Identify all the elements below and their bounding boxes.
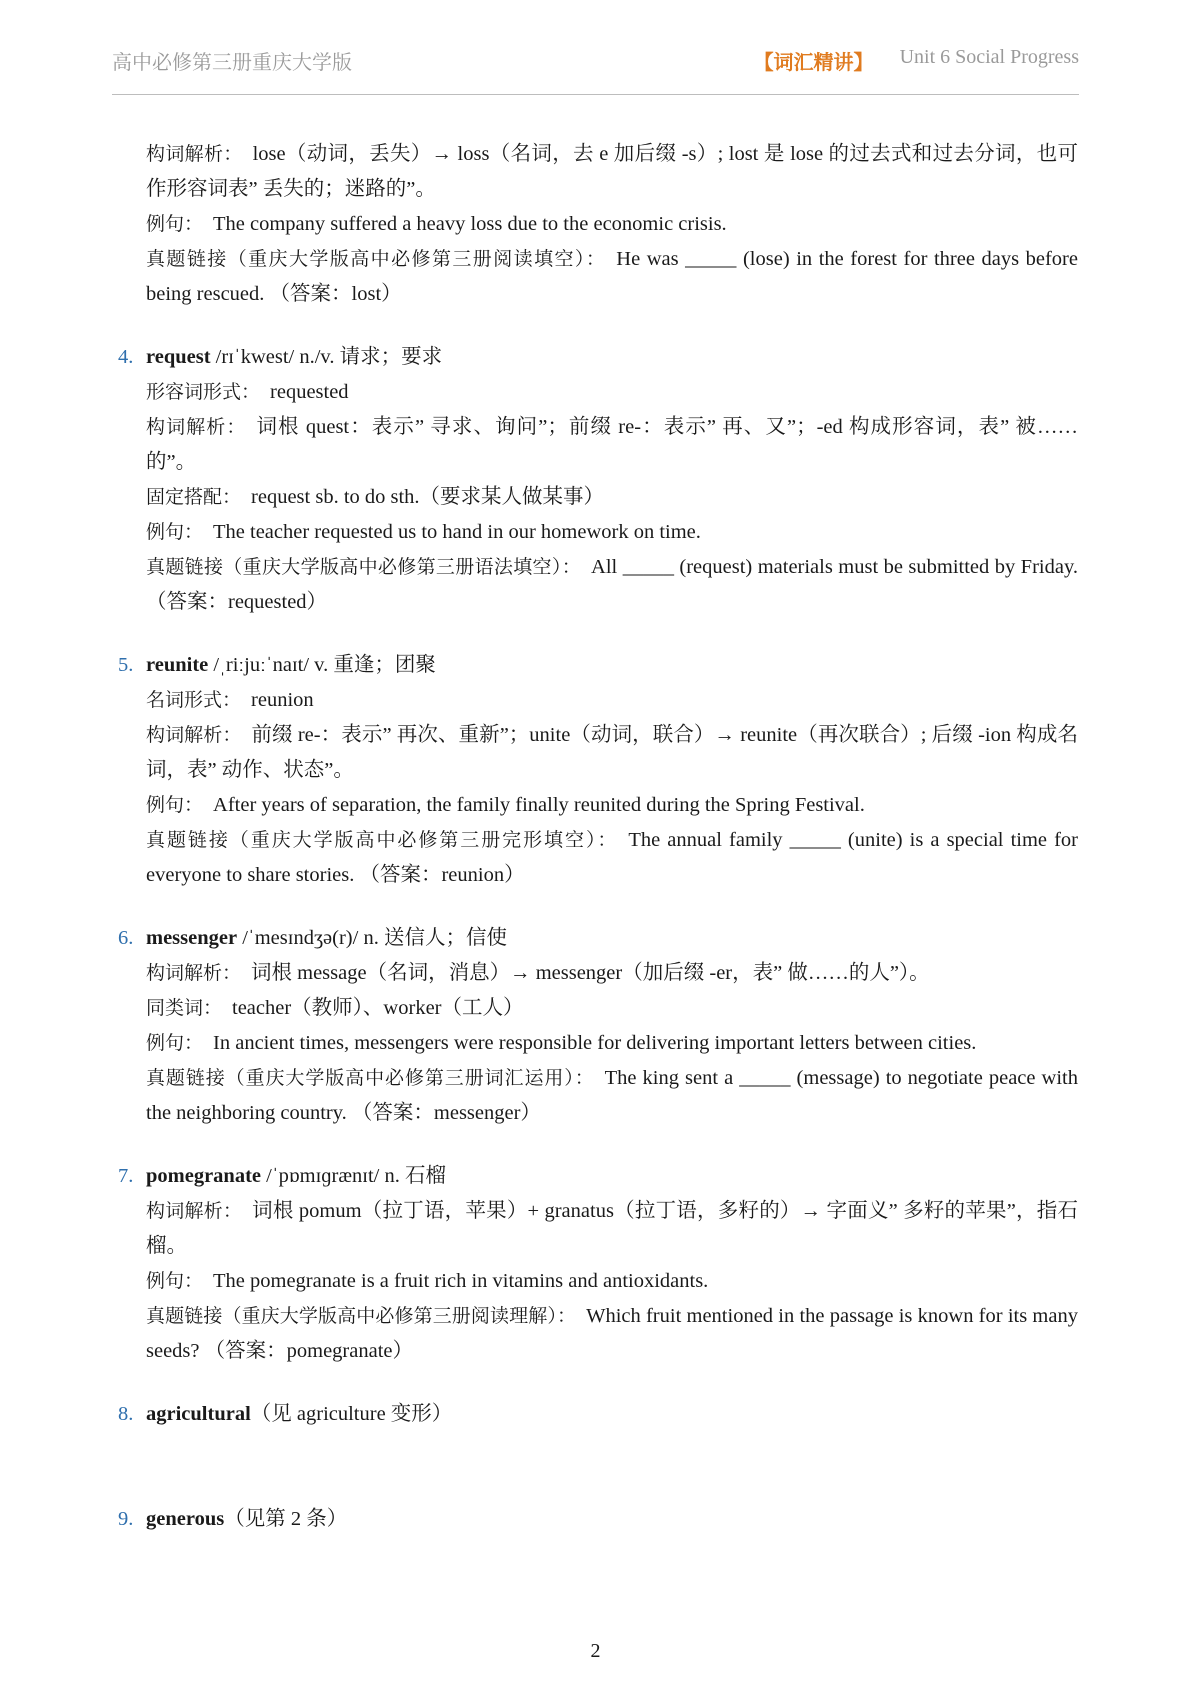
detail-text: The teacher requested us to hand in our homework on time.: [213, 521, 701, 543]
detail-text: The pomegranate is a fruit rich in vitamins and antioxidants.: [213, 1270, 709, 1292]
entry-note: （见第 2 条）: [224, 1508, 348, 1530]
entry-detail-line: [146, 480, 1078, 515]
entry-number: 7.: [118, 1165, 134, 1187]
example-label: 例句：: [146, 213, 204, 235]
entry-word: generous: [146, 1508, 225, 1530]
vocab-entry: [118, 648, 1078, 893]
detail-text: reunion: [251, 689, 314, 711]
detail-label: 例句：: [146, 521, 204, 543]
detail-label: 形容词形式：: [146, 381, 261, 403]
entry-detail-line: [146, 1264, 1078, 1299]
example-text: The company suffered a heavy loss due to the economic crisis.: [213, 213, 727, 235]
entry-head: [118, 1397, 1078, 1432]
detail-label: 构词解析：: [146, 1200, 243, 1222]
entry-detail-line: [146, 410, 1078, 480]
detail-label: 真题链接（重庆大学版高中必修第三册阅读理解）：: [146, 1305, 577, 1327]
detail-text: 词根 pomum（拉丁语，苹果）+ granatus（拉丁语，多籽的）→ 字面义” 多籽的苹果”，指石榴。: [146, 1200, 1078, 1257]
detail-label: 真题链接（重庆大学版高中必修第三册完形填空）：: [146, 829, 619, 851]
detail-label: 同类词：: [146, 997, 223, 1019]
entry-detail-line: [146, 1299, 1078, 1369]
detail-label: 例句：: [146, 1032, 204, 1054]
detail-text: The king sent a _____ (message) to negotiate peace with the neighboring country. （答案：messenger）: [146, 1067, 1078, 1124]
entry-definition: /ˌriːjuːˈnaɪt/ v. 重逢；团聚: [208, 654, 436, 676]
entry-detail-line: [146, 1026, 1078, 1061]
vocab-entry: [118, 340, 1078, 620]
entry-head: [118, 921, 1078, 956]
vocab-entry: [118, 921, 1078, 1131]
vocabulary-entries: [118, 340, 1078, 1369]
detail-text: After years of separation, the family finally reunited during the Spring Festival.: [213, 794, 865, 816]
analysis-text: lose（动词，丢失）→ loss（名词，去 e 加后缀 -s）; lost 是 lose 的过去式和过去分词，也可作形容词表” 丢失的；迷路的”。: [146, 143, 1078, 200]
detail-text: 前缀 re-：表示” 再次、重新”；unite（动词，联合）→ reunite（再次联合）; 后缀 -ion 构成名词，表” 动作、状态”。: [146, 724, 1078, 781]
entry-number: 5.: [118, 654, 134, 676]
entry-number: 4.: [118, 346, 134, 368]
entry-head: [118, 1502, 1078, 1537]
entry-detail-line: [146, 788, 1078, 823]
entry-8: [118, 1397, 1078, 1432]
detail-text: request sb. to do sth.（要求某人做某事）: [251, 486, 605, 508]
exam-text: He was _____ (lose) in the forest for three days before being rescued. （答案：lost）: [146, 248, 1078, 305]
entry-definition: /ˈpɒmɪɡrænɪt/ n. 石榴: [261, 1165, 446, 1187]
entry-detail-line: [146, 683, 1078, 718]
detail-text: 词根 quest：表示” 寻求、询问”；前缀 re-：表示” 再、又”；-ed 构成形容词，表” 被……的”。: [146, 416, 1078, 473]
entry-detail-line: [146, 718, 1078, 788]
book-title: 高中必修第三册重庆大学版: [112, 52, 352, 74]
entry-9: [118, 1502, 1078, 1537]
entry-number: 9.: [118, 1508, 134, 1530]
entry-head: [118, 340, 1078, 375]
page-number: 2: [590, 1640, 601, 1662]
analysis-line: [146, 137, 1078, 207]
entry-detail-line: [146, 1061, 1078, 1131]
entry-detail-line: [146, 375, 1078, 410]
unit-title: Unit 6 Social Progress: [899, 46, 1079, 68]
detail-label: 例句：: [146, 794, 204, 816]
detail-label: 构词解析：: [146, 962, 242, 984]
analysis-label: 构词解析：: [146, 143, 243, 165]
section-tag: 【词汇精讲】: [753, 52, 874, 74]
detail-label: 构词解析：: [146, 416, 247, 438]
detail-text: Which fruit mentioned in the passage is known for its many seeds? （答案：pomegranate）: [146, 1305, 1078, 1362]
detail-label: 例句：: [146, 1270, 204, 1292]
example-line: [146, 207, 1078, 242]
detail-label: 真题链接（重庆大学版高中必修第三册词汇运用）：: [146, 1067, 595, 1089]
entry-definition: /rɪˈkwest/ n./v. 请求；要求: [210, 346, 443, 368]
entry-note: （见 agriculture 变形）: [250, 1403, 453, 1425]
entry-detail-line: [146, 823, 1078, 893]
exam-label: 真题链接（重庆大学版高中必修第三册阅读填空）：: [146, 248, 607, 270]
exam-line: [146, 242, 1078, 312]
entry-word: request: [146, 346, 211, 368]
vocab-entry: [118, 1159, 1078, 1369]
previous-entry-continued: [146, 137, 1078, 312]
entry-detail-line: [146, 515, 1078, 550]
entry-word: pomegranate: [146, 1165, 262, 1187]
entry-detail-line: [146, 956, 1078, 991]
entry-definition: /ˈmesɪndʒə(r)/ n. 送信人；信使: [237, 927, 507, 949]
entry-detail-line: [146, 550, 1078, 620]
detail-text: All _____ (request) materials must be submitted by Friday. （答案：requested）: [146, 556, 1078, 613]
entry-word: messenger: [146, 927, 238, 949]
detail-label: 固定搭配：: [146, 486, 242, 508]
detail-text: 词根 message（名词，消息）→ messenger（加后缀 -er，表” 做……的人”）。: [251, 962, 930, 984]
entry-number: 8.: [118, 1403, 134, 1425]
entry-detail-line: [146, 1194, 1078, 1264]
entry-word: reunite: [146, 654, 209, 676]
page-content: [118, 137, 1078, 1565]
detail-label: 名词形式：: [146, 689, 242, 711]
header-right: [754, 46, 1079, 75]
detail-text: requested: [270, 381, 349, 403]
detail-text: teacher（教师）、worker（工人）: [232, 997, 524, 1019]
detail-text: The annual family _____ (unite) is a special time for everyone to share stories. （答案：reunion）: [146, 829, 1078, 886]
entry-head: [118, 1159, 1078, 1194]
entry-number: 6.: [118, 927, 134, 949]
entry-detail-line: [146, 991, 1078, 1026]
page-header: [112, 46, 1079, 95]
detail-label: 构词解析：: [146, 724, 242, 746]
entry-word: agricultural: [146, 1403, 251, 1425]
detail-label: 真题链接（重庆大学版高中必修第三册语法填空）：: [146, 556, 582, 578]
detail-text: In ancient times, messengers were responsible for delivering important letters between cities.: [213, 1032, 977, 1054]
entry-head: [118, 648, 1078, 683]
